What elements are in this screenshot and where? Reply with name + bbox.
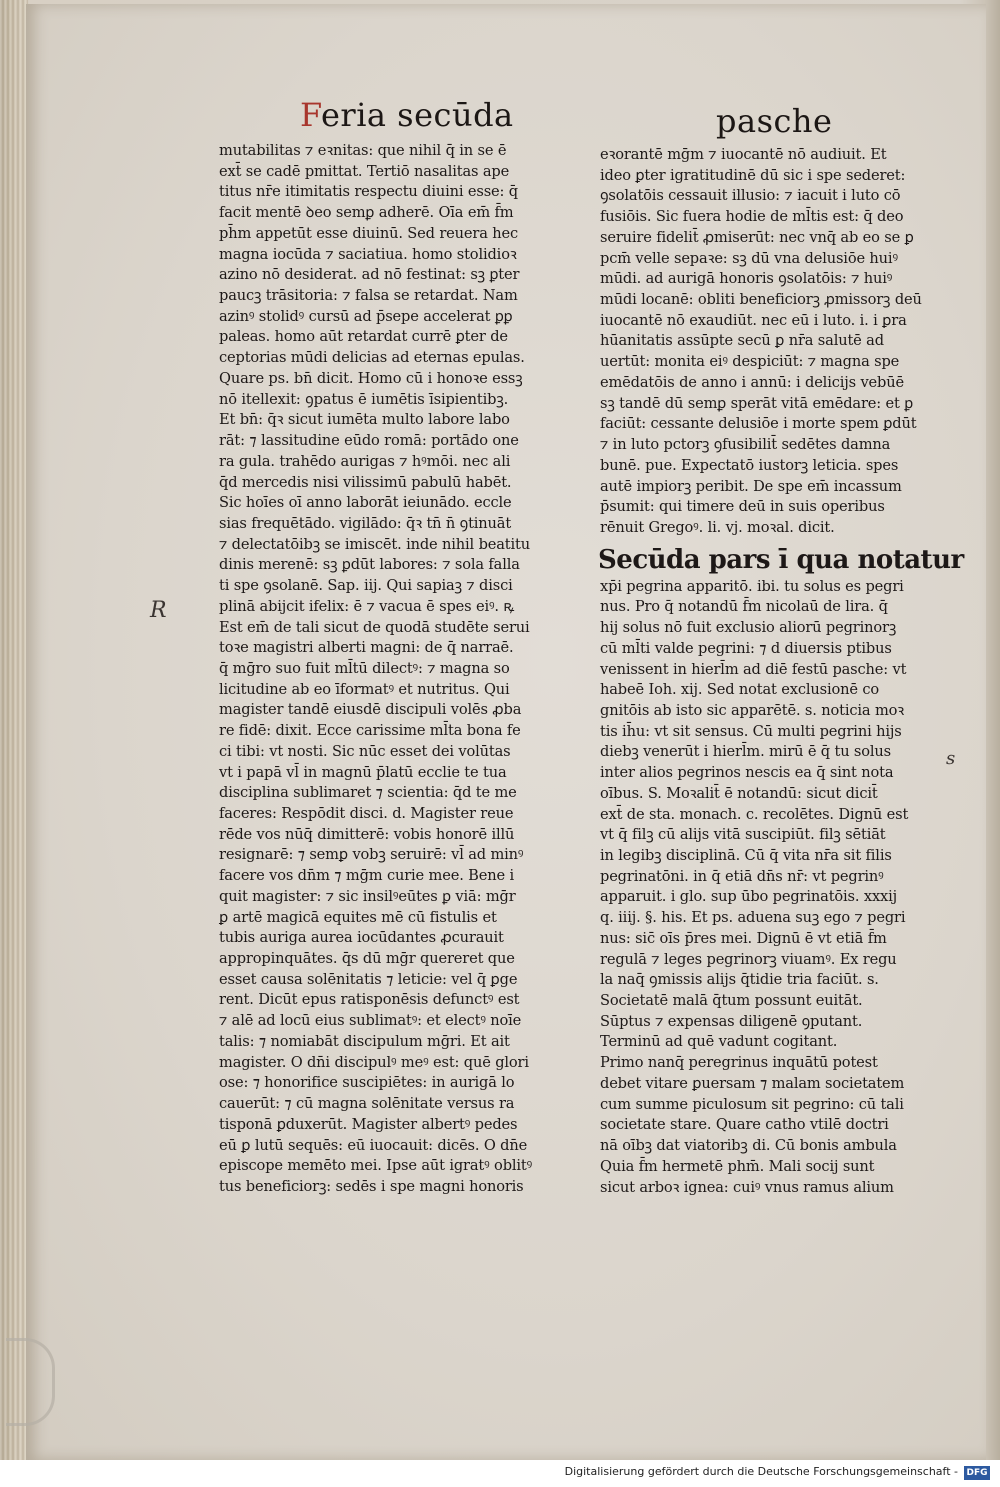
- text-line: titus nr̄e itimitatis respectu diuini esse: q̄: [219, 183, 518, 201]
- text-line: quit magister: ⁊ sic insilꝰeūtes ꝑ viā: mḡr: [219, 887, 516, 905]
- digitization-footer: [0, 1460, 1000, 1487]
- running-head-right: [716, 102, 832, 140]
- text-line: sicut arboꝛ ignea: cuiꝰ vnus ramus alium: [600, 1178, 894, 1196]
- text-line: cum summe piculosum sit pegrino: cū tali: [600, 1095, 904, 1113]
- text-line: nus. Pro q̄ notandū f̄m nicolaū de lira. q̄: [600, 598, 888, 616]
- section-heading: Secūda pars ī qua notatur: [598, 544, 964, 575]
- text-line: vt i papā vl̄ in magnū p̄latū ecclie te tua: [219, 763, 507, 781]
- text-line: debet vitare ꝑuersam ⁊ malam societatem: [600, 1074, 905, 1092]
- text-line: Sūptus ⁊ expensas diligenē ꝯputant.: [600, 1012, 863, 1030]
- text-line: vt q̄ filꝫ cū alijs vitā suscipiūt. filꝫ sētiāt: [600, 826, 886, 844]
- text-line: cauerūt: ⁊ cū magna solēnitate versus ra: [219, 1095, 515, 1113]
- text-line: sias frequētādo. vigilādo: q̄ꝛ tn̄ n̄ ꝯtinuāt: [219, 514, 512, 532]
- text-line: dinis merenē: sꝫ ꝑdūt labores: ⁊ sola falla: [219, 556, 520, 574]
- text-line: rēnuit Gregoꝰ. li. vj. moꝛal. dicit.: [600, 518, 835, 536]
- text-line: ⁊ in luto pctorꝫ ꝯfusibilit̄ sedētes damna: [600, 436, 891, 454]
- text-line: q. iiij. §. his. Et ps. aduena suꝫ ego ⁊ pegri: [600, 909, 906, 927]
- text-line: paucꝫ trāsitoria: ⁊ falsa se retardat. Nam: [219, 287, 518, 305]
- text-line: facere vos dn̄m ⁊ mḡm curie mee. Bene i: [219, 867, 514, 885]
- text-line: societate stare. Quare catho vtilē doctri: [600, 1116, 889, 1134]
- text-line: tubis auriga aurea iocūdantes ꝓcurauit: [219, 929, 504, 947]
- text-line: ext̄ se cadē pmittat. Tertiō nasalitas ape: [219, 162, 510, 180]
- text-line: gnitōis ab isto sic apparētē. s. noticia moꝛ: [600, 701, 905, 719]
- text-line: licitudine ab eo īformatꝰ et nutritus. Qui: [219, 680, 510, 698]
- text-line: ⁊ alē ad locū eius sublimatꝰ: et electꝰ noīe: [219, 1012, 522, 1030]
- dfg-logo: DFG: [964, 1466, 990, 1480]
- text-line: Quare ps. bn̄ dicit. Homo cū i honoꝛe essꝫ: [219, 369, 523, 387]
- text-line: venissent in hierl̄m ad diē festū pasche: vt: [600, 660, 907, 678]
- text-line: re fidē: dixit. Ecce carissime ml̄ta bona fe: [219, 722, 521, 740]
- text-line: faceres: Respōdit disci. d. Magister reue: [219, 805, 514, 822]
- right-text-column: [600, 145, 964, 1198]
- text-line: Et bn̄: q̄ꝛ sicut iumēta multo labore labo: [219, 411, 510, 429]
- text-line: uertūt: monita eiꝰ despiciūt: ⁊ magna spe: [600, 353, 900, 371]
- text-line: ꝯsolatōis cessauit illusio: ⁊ iacuit i luto cō: [600, 187, 901, 205]
- text-line: q̄ mḡro suo fuit ml̄tū dilectꝰ: ⁊ magna so: [219, 659, 510, 677]
- text-line: mūdi locanē: obliti beneficiorꝫ ꝓmissorꝫ deū: [600, 291, 922, 309]
- text-line: magister tandē eiusdē discipuli volēs ꝓba: [219, 701, 522, 719]
- text-line: ra gula. trahēdo aurigas ⁊ hꝰmōi. nec ali: [219, 452, 511, 470]
- text-line: facit mentē ꝺeo semꝑ adherē. Oīa em̄ f̄m: [219, 204, 514, 222]
- text-line: apparuit. i glo. sup ūbo pegrinatōis. xxxij: [600, 888, 898, 906]
- text-line: nā oībꝫ dat viatoribꝫ di. Cū bonis ambula: [600, 1137, 897, 1155]
- text-line: Terminū ad quē vadunt cogitant.: [600, 1033, 838, 1051]
- text-line: eꝛorantē mḡm ⁊ iuocantē nō audiuit. Et: [600, 146, 887, 163]
- text-line: la naq̄ ꝯmissis alijs q̄tidie tria faciūt. s.: [600, 971, 879, 989]
- text-line: disciplina sublimaret ⁊ scientia: q̄d te me: [219, 784, 517, 802]
- text-line: appropinquātes. q̄s dū mḡr quereret que: [219, 950, 515, 968]
- text-line: ceptorias mūdi delicias ad eternas epulas.: [219, 349, 525, 367]
- text-line: autē impiorꝫ peribit. De spe em̄ incassum: [600, 477, 902, 495]
- funding-credit: Digitalisierung gefördert durch die Deutsche Forschungsgemeinschaft -: [564, 1465, 958, 1478]
- running-head-left: [300, 96, 514, 134]
- text-line: Est em̄ de tali sicut de quodā studēte serui: [219, 618, 530, 636]
- text-line: xp̄i pegrina apparitō. ibi. tu solus es pegri: [600, 577, 904, 595]
- text-line: inter alios pegrinos nescis ea q̄ sint nota: [600, 764, 894, 782]
- running-head-left-text: Feria secūda: [300, 96, 514, 134]
- text-line: bunē. pue. Expectatō iustorꝫ leticia. spes: [600, 456, 899, 474]
- text-line: mūdi. ad aurigā honoris ꝯsolatōis: ⁊ huiꝰ: [600, 270, 893, 288]
- text-line: Sic hoīes oī anno laborāt ieiunādo. eccle: [219, 494, 512, 512]
- text-line: rent. Dicūt epus ratisponēsis defunctꝰ est: [219, 991, 520, 1009]
- text-line: Quia f̄m hermetē phm̄. Mali socij sunt: [600, 1157, 875, 1175]
- running-head-right-text: pasche: [716, 102, 833, 140]
- text-line: nō itellexit: ꝯpatus ē iumētis īsipientibꝫ.: [219, 390, 509, 408]
- text-line: ph̄m appetūt esse diuinū. Sed reuera hec: [219, 224, 518, 242]
- text-line: azinꝰ stolidꝰ cursū ad p̄sepe accelerat ꝑꝑ: [219, 307, 513, 325]
- text-line: pegrinatōni. in q̄ etiā dn̄s nr̄: vt pegrinꝰ: [600, 867, 884, 885]
- text-line: ose: ⁊ honorifice suscipiētes: in aurigā lo: [219, 1074, 515, 1092]
- text-line: tis ih̄u: vt sit sensus. Cū multi pegrini hijs: [600, 722, 902, 740]
- text-line: regulā ⁊ leges pegrinorꝫ viuamꝰ. Ex regu: [600, 950, 897, 968]
- text-line: magna iocūda ⁊ saciatiua. homo stolidioꝛ: [219, 245, 517, 263]
- text-line: iuocantē nō exaudiūt. nec eū i luto. i. i ꝑra: [600, 311, 907, 329]
- text-line: ti spe ꝯsolanē. Sap. iij. Qui sapiaꝫ ⁊ disci: [219, 577, 513, 595]
- text-line: tisponā ꝑduxerūt. Magister albertꝰ pedes: [219, 1115, 518, 1133]
- margin-note-right: s: [946, 748, 956, 769]
- text-line: q̄d mercedis nisi vilissimū pabulū habēt.: [219, 473, 512, 491]
- text-line: rāt: ⁊ lassitudine eūdo romā: portādo one: [219, 432, 519, 450]
- text-line: hūanitatis assūpte secū ꝑ nr̄a salutē ad: [600, 332, 884, 350]
- text-line: pcm̄ velle sepaꝛe: sꝫ dū vna delusiōe huiꝰ: [600, 249, 898, 267]
- text-line: resignarē: ⁊ semꝑ vobꝫ seruirē: vl̄ ad minꝰ: [219, 846, 524, 864]
- text-line: mutabilitas ⁊ eꝛnitas: que nihil q̄ in se ē: [219, 142, 507, 159]
- text-line: talis: ⁊ nomiabāt discipulum mḡri. Et ait: [219, 1032, 510, 1050]
- text-line: eū ꝑ lutū sequēs: eū iuocauit: dicēs. O dn̄e: [219, 1136, 528, 1154]
- page-stack-edge: [0, 0, 28, 1487]
- text-line: seruire fidelit̄ ꝓmiserūt: nec vnq̄ ab eo se ꝑ: [600, 228, 914, 246]
- right-column-top-block: [600, 145, 964, 539]
- text-line: ⁊ delectatōibꝫ se imiscēt. inde nihil beatitu: [219, 535, 530, 553]
- text-line: episcope memēto mei. Ipse aūt igratꝰ oblitꝰ: [219, 1157, 533, 1175]
- text-line: paleas. homo aūt retardat currē ꝑter de: [219, 328, 508, 346]
- text-line: ext̄ de sta. monach. c. recolētes. Dignū est: [600, 805, 909, 823]
- text-line: diebꝫ venerūt i hierl̄m. mirū ē q̄ tu solus: [600, 743, 892, 761]
- text-line: rēde vos nūq̄ dimitterē: vobis honorē illū: [219, 825, 515, 843]
- text-line: habeē Ioh. xij. Sed notat exclusionē co: [600, 681, 879, 699]
- text-line: ꝑ artē magicā equites mē cū fistulis et: [219, 908, 497, 926]
- text-line: hij solus nō fuit exclusio aliorū pegrinorꝫ: [600, 619, 897, 637]
- text-line: sꝫ tandē dū semꝑ sperāt vitā emēdare: et ꝑ: [600, 394, 914, 412]
- text-line: magister. O dn̄i discipulꝰ meꝰ est: quē glori: [219, 1053, 529, 1071]
- text-line: Societatē malā q̄tum possunt euitāt.: [600, 992, 863, 1010]
- text-line: nus: sic̄ oīs p̄res mei. Dignū ē vt etiā f̄m: [600, 929, 887, 947]
- text-line: fusiōis. Sic fuera hodie de ml̄tis est: q̄ deo: [600, 208, 904, 226]
- right-column-bottom-block: [600, 577, 964, 1199]
- text-line: plinā abijcit ifelix: ē ⁊ vacua ē spes eiꝰ. ꝶ: [219, 597, 515, 615]
- text-line: ideo ꝑter igratitudinē dū sic i spe sederet:: [600, 166, 906, 184]
- text-line: oībus. S. Moꝛalit̄ ē notandū: sicut dicit̄: [600, 784, 878, 802]
- text-line: azino nō desiderat. ad nō festinat: sꝫ ꝑter: [219, 266, 520, 284]
- text-line: faciūt: cessante delusiōe i morte spem ꝑdūt: [600, 415, 917, 433]
- text-line: emēdatōis de anno i annū: i delicijs vebūē: [600, 373, 904, 391]
- left-text-column: [219, 141, 532, 1198]
- text-line: p̄sumit: qui timere deū in suis operibus: [600, 498, 885, 516]
- text-line: Primo nanq̄ peregrinus inquātū potest: [600, 1054, 878, 1072]
- text-line: ci tibi: vt nosti. Sic nūc esset dei volūtas: [219, 742, 511, 760]
- margin-note-left: R: [150, 598, 167, 623]
- text-line: esset causa solēnitatis ⁊ leticie: vel q̄ ꝑge: [219, 970, 518, 988]
- text-line: in legibꝫ disciplinā. Cū q̄ vita nr̄a sit filis: [600, 847, 892, 864]
- book-clasp-outline: [6, 1338, 55, 1426]
- text-line: cū ml̄ti valde pegrini: ⁊ d diuersis ptibus: [600, 639, 892, 657]
- text-line: tus beneficiorꝫ: sedēs i spe magni honoris: [219, 1177, 524, 1195]
- text-line: toꝛe magistri alberti magni: de q̄ narraē.: [219, 639, 514, 657]
